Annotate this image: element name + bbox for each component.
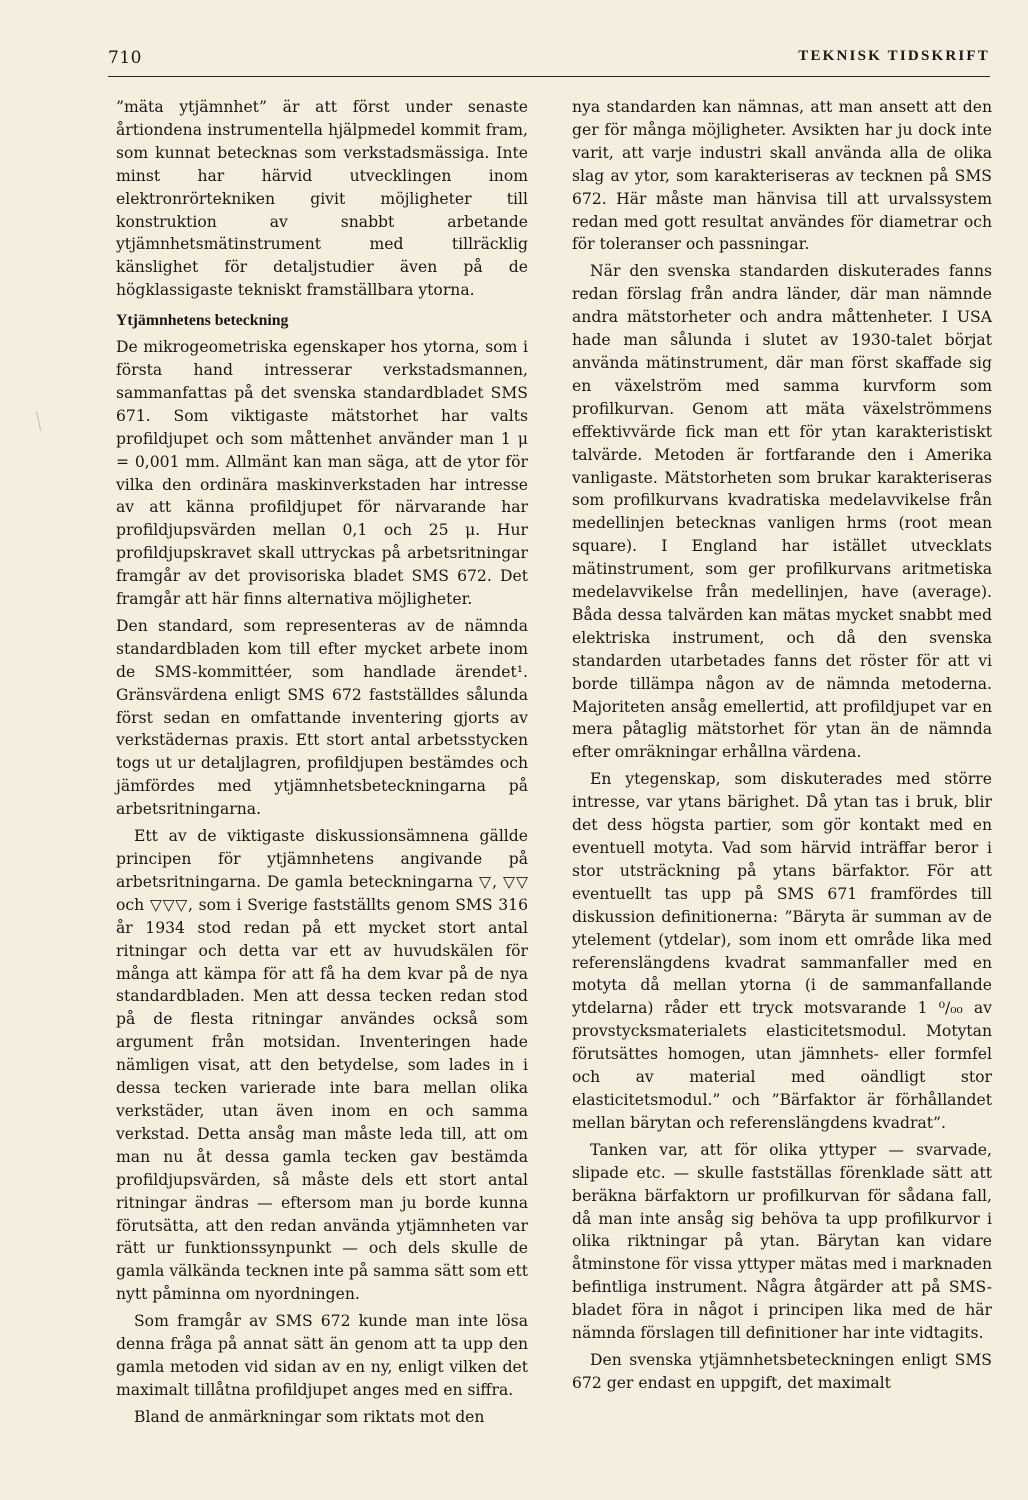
paragraph: Den svenska ytjämnhetsbeteckningen enligt SMS 672 ger endast en uppgift, det maximalt <box>572 1350 992 1392</box>
journal-title: TEKNISK TIDSKRIFT <box>798 48 990 64</box>
paragraph: De mikrogeometriska egenskaper hos ytorna, som i första hand intresserar verkstadsmannen, sammanfattas på det svenska standardbladet SMS 671. Som viktigaste mätstorhet har valts profildjupet och som måttenhet använder man 1 μ = 0,001 mm. Allmänt kan man säga, att de ytor för vilka den ordinära maskinverkstaden har intresse av att känna profildjupet för närvarande har profildjupsvärden mellan 0,1 och 25 μ. Hur profildjupskravet skall uttryckas på arbetsritningar framgår av det provisoriska bladet SMS 672. Det framgår att här finns alternativa möjligheter. <box>116 338 528 609</box>
section-heading: Ytjämnhetens beteckning <box>116 312 289 330</box>
paragraph: nya standarden kan nämnas, att man ansett att den ger för många möjligheter. Avsikten har ju dock inte varit, att varje industri skall använda alla de olika slag av ytor, som karakteriseras av tecknen på SMS 672. Här måste man hänvisa till att urvalssystem redan med gott resultat användes för diametrar och för toleranser och passningar. <box>572 98 992 254</box>
left-column <box>116 96 528 1433</box>
paragraph: En ytegenskap, som diskuterades med större intresse, var ytans bärighet. Då ytan tas i bruk, blir det dess högsta partier, som gör kontakt med en eventuell motyta. Vad som härvid inträffar beror i stor utsträckning på ytans bärfaktor. För att eventuellt tas upp på SMS 671 framfördes till diskussion definitionerna: ”Bäryta är summan av de ytelement (ytdelar), som inom ett område lika med referenslängdens kvadrat sammanfaller med en motyta då mellan ytorna (i de sammanfallande ytdelarna) råder ett tryck motsvarande 1 ⁰/₀₀ av provstycksmaterialets elasticitetsmodul. Motytan förutsättes homogen, utan jämnhets- eller formfel och av material med oändligt stor elasticitetsmodul.” och ”Bärfaktor är förhållandet mellan bärytan och referenslängdens kvadrat”. <box>572 770 992 1132</box>
paragraph: Den standard, som representeras av de nämnda standardbladen kom till efter mycket arbete inom de SMS-kommittéer, som handlade ärendet¹. Gränsvärdena enligt SMS 672 fastställdes sålunda först sedan en omfattande inventering gjorts av verkstädernas praxis. Ett stort antal arbetsstycken togs ut ur detaljlagren, profildjupen bestämdes och jämfördes med ytjämnhetsbeteckningarna på arbetsritningarna. <box>116 616 528 819</box>
paragraph: Som framgår av SMS 672 kunde man inte lösa denna fråga på annat sätt än genom att ta upp den gamla metoden vid sidan av en ny, enligt vilken det maximalt tillåtna profildjupet anges med en siffra. <box>116 1312 528 1399</box>
paragraph: Ett av de viktigaste diskussionsämnena gällde principen för ytjämnhetens angivande på arbetsritningarna. De gamla beteckningarna ▽, ▽▽ och ▽▽▽, som i Sverige fastställts genom SMS 316 år 1934 stod redan på ett mycket stort antal ritningar och detta var ett av huvudskälen för många att kämpa för att få ha dem kvar på de nya standardbladen. Men att dessa tecken redan stod på de flesta ritningar användes också som argument från motsidan. Inventeringen hade nämligen visat, att den betydelse, som lades in i dessa tecken varierade inte bara mellan olika verkstäder, utan även inom en och samma verkstad. Detta ansåg man måste leda till, att om man nu åt dessa gamla tecken gav bestämda profildjupsvärden, så måste dels ett stort antal ritningar ändras — eftersom man ju borde kunna förutsätta, att den redan använda ytjämnheten var rätt ur funktionssynpunkt — och dels skulle de gamla välkända tecknen inte på samma sätt som ett nytt påminna om nyordningen. <box>116 827 528 1304</box>
paragraph: Tanken var, att för olika yttyper — svarvade, slipade etc. — skulle fastställas förenklade sätt att beräkna bärfaktorn ur profilkurvan för sådana fall, då man inte ansåg sig behöva ta upp profilkurvor i olika riktningar på ytan. Bärytan kan vidare åtminstone för vissa yttyper mätas med i marknaden befintliga instrument. Några åtgärder att på SMS-bladet föra in något i principen lika med de här nämnda förslagen till definitioner har inte vidtagits. <box>572 1140 992 1343</box>
page-number: 710 <box>108 48 142 68</box>
paragraph: När den svenska standarden diskuterades fanns redan förslag från andra länder, där man nämnde andra mätstorheter och andra måttenheter. I USA hade man sålunda i slutet av 1930-talet börjat använda mätinstrument, där man först skaffade sig en växelström med samma kurvform som profilkurvan. Genom att mäta växelströmmens effektivvärde fick man ett för ytan karakteristiskt talvärde. Metoden är fortfarande den i Amerika vanligaste. Mätstorheten som brukar karakteriseras som profilkurvans kvadratiska medelavvikelse från medellinjen betecknas vanligen hrms (root mean square). I England har istället utvecklats mätinstrument, som ger profilkurvans aritmetiska medelavvikelse från medellinjen, have (average). Båda dessa talvärden kan mätas mycket snabbt med elektriska instrument, och då den svenska standarden utarbetades fanns det röster för att vi borde tillämpa någon av de nämnda metoderna. Majoriteten ansåg emellertid, att profildjupet var en mera påtaglig mätstorhet för ytan än de nämnda efter omräkningar erhållna värdena. <box>572 262 992 762</box>
page-header <box>108 46 990 77</box>
paper-mark <box>36 409 51 431</box>
paragraph: Bland de anmärkningar som riktats mot den <box>134 1407 485 1426</box>
intro-paragraph: ”mäta ytjämnhet” är att först under senaste årtiondena instrumentella hjälpmedel kommit fram, som kunnat betecknas som verkstadsmässiga. Inte minst har härvid utvecklingen inom elektronrörtekniken givit möjligheter till konstruktion av snabbt arbetande ytjämnhetsmätinstrument med tillräcklig känslighet för detaljstudier även på de högklassigaste tekniskt framställbara ytorna. <box>116 98 528 300</box>
right-column <box>572 96 992 1399</box>
